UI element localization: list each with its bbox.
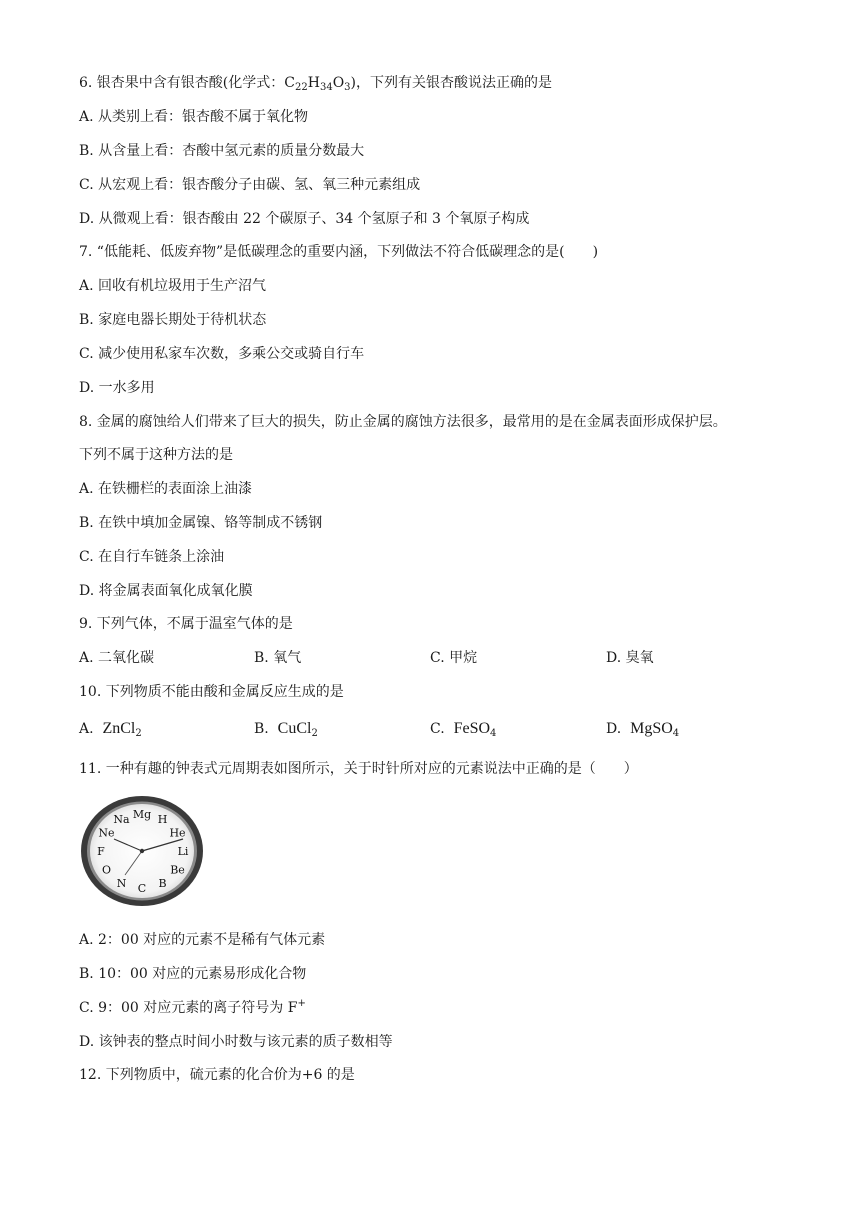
q8-option-a: A. 在铁栅栏的表面涂上油漆 <box>79 481 253 497</box>
q6-formula-h: H <box>307 75 320 91</box>
q10-option-d-letter: D. <box>606 721 622 737</box>
q10-option-a-letter: A. <box>79 721 94 737</box>
clock-element-n: N <box>116 877 127 890</box>
q9-stem: 9. 下列气体，不属于温室气体的是 <box>79 616 293 632</box>
q10-stem: 10. 下列物质不能由酸和金属反应生成的是 <box>79 684 344 700</box>
q10-option-c-letter: C. <box>430 721 445 737</box>
q6-stem-part-b: )，下列有关银杏酸说法正确的是 <box>350 75 553 91</box>
q6-formula-h-count: 34 <box>319 82 333 93</box>
q7-option-b: B. 家庭电器长期处于待机状态 <box>79 312 267 328</box>
clock-element-h: H <box>157 813 168 826</box>
q11-option-c-text: C. 9：00 对应元素的离子符号为 F <box>79 1000 298 1016</box>
q10-option-b-subscript: 2 <box>311 728 318 739</box>
q7-option-d: D. 一水多用 <box>79 380 155 396</box>
q10-option-c-subscript: 4 <box>490 728 497 739</box>
q10-option-d <box>606 719 679 739</box>
q10-option-c-formula: FeSO <box>453 720 491 737</box>
clock-element-li: Li <box>177 845 189 858</box>
q9-option-c: C. 甲烷 <box>430 650 478 666</box>
q6-formula-c-count: 22 <box>295 82 308 93</box>
q8-option-d: D. 将金属表面氧化成氧化膜 <box>79 583 253 599</box>
q6-formula-c: C <box>284 75 295 91</box>
q11-option-c <box>79 998 306 1018</box>
clock-element-na: Na <box>113 813 130 826</box>
q7-option-a: A. 回收有机垃圾用于生产沼气 <box>79 278 267 294</box>
q11-option-c-charge: + <box>297 998 306 1009</box>
q10-option-b-letter: B. <box>254 721 269 737</box>
q10-option-a-formula: ZnCl <box>102 720 136 737</box>
q6-stem <box>79 73 552 93</box>
q10-option-d-subscript: 4 <box>672 728 680 739</box>
clock-element-ne: Ne <box>98 826 115 840</box>
q6-stem-part-a: 6. 银杏果中含有银杏酸(化学式： <box>79 75 285 91</box>
q8-stem-line1: 8. 金属的腐蚀给人们带来了巨大的损失，防止金属的腐蚀方法很多，最常用的是在金属表面形成保护层。 <box>79 414 727 430</box>
q12-stem: 12. 下列物质中，硫元素的化合价为+6 的是 <box>79 1067 355 1083</box>
q10-option-d-formula: MgSO <box>630 720 673 737</box>
clock-element-f: F <box>97 845 105 858</box>
q6-formula-o-count: 3 <box>344 82 351 93</box>
q10-option-b <box>254 719 318 739</box>
clock-element-o: O <box>101 863 112 877</box>
q10-option-a <box>79 719 142 739</box>
q7-option-c: C. 减少使用私家车次数，多乘公交或骑自行车 <box>79 346 365 362</box>
q6-formula <box>284 75 350 91</box>
clock-element-mg: Mg <box>132 808 152 821</box>
q10-option-b-formula: CuCl <box>277 720 312 737</box>
q10-option-a-subscript: 2 <box>135 728 142 739</box>
clock-element-c: C <box>137 882 147 895</box>
q11-option-b: B. 10：00 对应的元素易形成化合物 <box>79 966 307 982</box>
clock-element-be: Be <box>170 863 185 877</box>
q8-option-b: B. 在铁中填加金属镍、铬等制成不锈钢 <box>79 515 323 531</box>
clock-center-pin <box>140 849 144 853</box>
q11-option-a: A. 2：00 对应的元素不是稀有气体元素 <box>79 932 326 948</box>
clock-element-he: He <box>169 826 186 840</box>
q6-option-a: A. 从类别上看：银杏酸不属于氧化物 <box>79 109 309 125</box>
q10-option-c <box>430 719 496 739</box>
element-clock-figure <box>80 795 204 907</box>
q7-stem: 7. “低能耗、低废弃物”是低碳理念的重要内涵，下列做法不符合低碳理念的是( ) <box>79 244 599 260</box>
q9-option-d: D. 臭氧 <box>606 650 654 666</box>
q11-option-d: D. 该钟表的整点时间小时数与该元素的质子数相等 <box>79 1034 393 1050</box>
q9-option-b: B. 氧气 <box>254 650 302 666</box>
q9-option-a: A. 二氧化碳 <box>79 650 155 666</box>
q8-option-c: C. 在自行车链条上涂油 <box>79 549 225 565</box>
q11-stem: 11. 一种有趣的钟表式元周期表如图所示，关于时针所对应的元素说法中正确的是（ ） <box>79 761 638 777</box>
clock-element-b: B <box>158 877 167 890</box>
q8-stem-line2: 下列不属于这种方法的是 <box>79 447 233 463</box>
q6-option-b: B. 从含量上看：杏酸中氢元素的质量分数最大 <box>79 143 365 159</box>
q6-option-c: C. 从宏观上看：银杏酸分子由碳、氢、氧三种元素组成 <box>79 177 421 193</box>
q6-formula-o: O <box>332 75 345 91</box>
q6-option-d: D. 从微观上看：银杏酸由 22 个碳原子、34 个氢原子和 3 个氧原子构成 <box>79 211 530 227</box>
